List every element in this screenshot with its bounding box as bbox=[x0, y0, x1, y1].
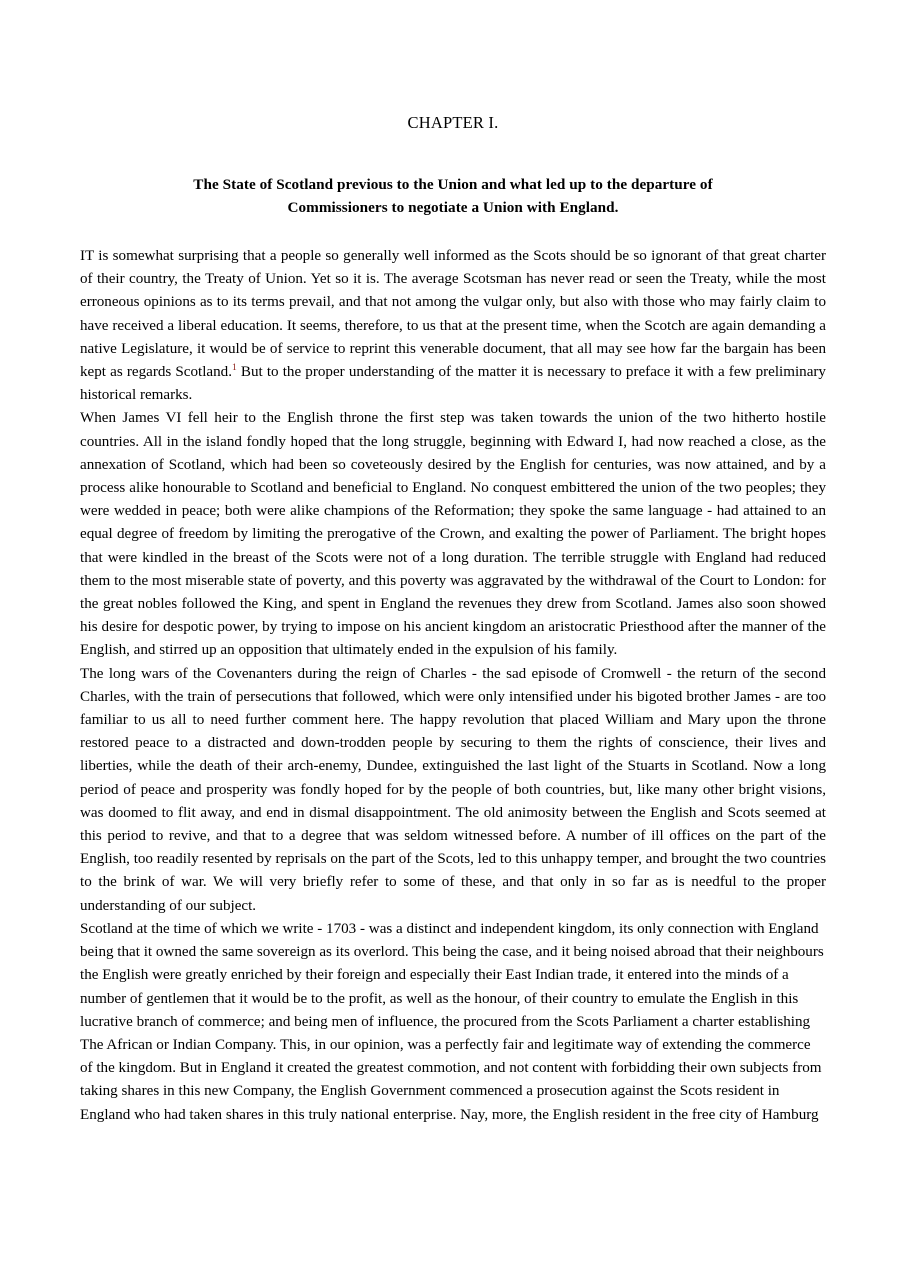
paragraph-1 bbox=[80, 245, 826, 407]
section-heading-line-1: The State of Scotland previous to the Union and what led up to the departure of bbox=[193, 176, 713, 193]
paragraph-2: When James VI fell heir to the English throne the first step was taken towards the union of the two hitherto hostile countries. All in the island fondly hoped that the long struggle, beginning with Edward I, had now reached a close, as the annexation of Scotland, which had been so coveteously desired by the English for centuries, was now attained, and by a process alike honourable to Scotland and beneficial to England. No conquest embittered the union of the two peoples; they were wedded in peace; both were alike champions of the Reformation; they spoke the same language - had attained to an equal degree of freedom by limiting the prerogative of the Crown, and exalting the power of Parliament. The bright hopes that were kindled in the breast of the Scots were not of a long duration. The terrible struggle with England had reduced them to the most miserable state of poverty, and this poverty was aggravated by the withdrawal of the Court to London: for the great nobles followed the King, and spent in England the revenues they drew from Scotland. James also soon showed his desire for despotic power, by trying to impose on his ancient kingdom an aristocratic Priesthood after the manner of the English, and stirred up an opposition that ultimately ended in the expulsion of his family. bbox=[80, 410, 826, 659]
chapter-title: CHAPTER I. bbox=[407, 113, 499, 132]
paragraph-1-text-after-footnote: But to the proper understanding of the matter it is necessary to preface it with a few preliminary historical remarks. bbox=[80, 364, 826, 404]
text-column bbox=[80, 0, 826, 1127]
paragraph-4: Scotland at the time of which we write - 1703 - was a distinct and independent kingdom, its only connection with England being that it owned the same sovereign as its overlord. This being the case, and it being noised abroad that their neighbours the English were greatly enriched by their foreign and especially their East Indian trade, it entered into the minds of a number of gentlemen that it would be to the profit, as well as the honour, of their country to emulate the English in this lucrative branch of commerce; and being men of influence, the procured from the Scots Parliament a charter establishing The African or Indian Company. This, in our opinion, was a perfectly fair and legitimate way of extending the commerce of the kingdom. But in England it created the greatest commotion, and not content with forbidding their own subjects from taking shares in this new Company, the English Government commenced a prosecution against the Scots resident in England who had taken shares in this truly national enterprise. Nay, more, the English resident in the free city of Hamburg bbox=[80, 920, 824, 1123]
section-heading-line-2: Commissioners to negotiate a Union with England. bbox=[287, 199, 619, 216]
section-heading bbox=[80, 133, 826, 219]
paragraph-3: The long wars of the Covenanters during the reign of Charles - the sad episode of Cromwell - the return of the second Charles, with the train of persecutions that followed, which were only intensified under his bigoted brother James - are too familiar to us all to need further comment here. The happy revolution that placed William and Mary upon the throne restored peace to a distracted and down-trodden people by securing to them the rights of conscience, their lives and liberties, while the death of their arch-enemy, Dundee, extinguished the last light of the Stuarts in Scotland. Now a long period of peace and prosperity was fondly hoped for by the people of both countries, but, like many other bright visions, was doomed to flit away, and end in dismal disappointment. The old animosity between the English and Scots seemed at this period to revive, and that to a degree that was seldom witnessed before. A number of ill offices on the part of the English, too readily resented by reprisals on the part of the Scots, led to this unhappy temper, and brought the two countries to the brink of war. We will very briefly refer to some of these, and that only in so far as is needful to the proper understanding of our subject. bbox=[80, 665, 826, 914]
body-text bbox=[80, 219, 826, 1127]
footnote-reference-1[interactable]: 1 bbox=[232, 362, 237, 373]
paragraph-1-text-before-footnote: IT is somewhat surprising that a people so generally well informed as the Scots should be so ignorant of that great charter of their country, the Treaty of Union. Yet so it is. The average Scotsman has never read or seen the Treaty, while the most erroneous opinions as to its terms prevail, and that not among the vulgar only, but also with those who may fairly claim to have received a liberal education. It seems, therefore, to us that at the present time, when the Scotch are again demanding a native Legislature, it would be of service to reprint this venerable document, that all may see how far the bargain has been kept as regards Scotland. bbox=[80, 248, 826, 381]
